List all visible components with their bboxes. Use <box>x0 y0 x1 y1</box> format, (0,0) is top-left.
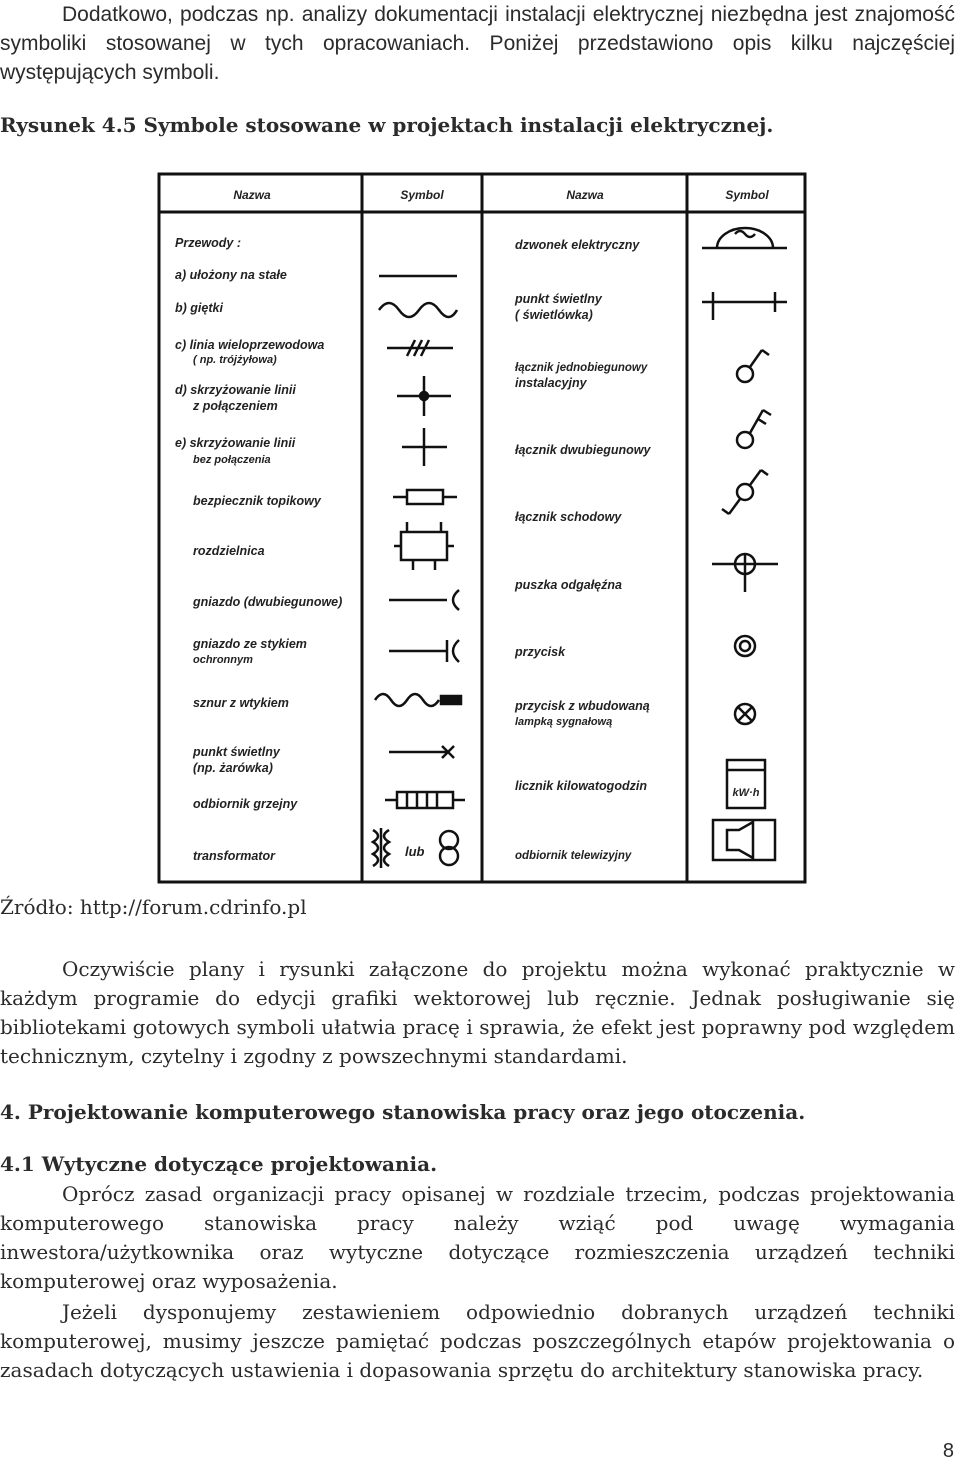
intro-paragraph: Dodatkowo, podczas np. analizy dokumentacji instalacji elektrycznej niezbędna jest znajomość symboliki stosowanej w tych opracowaniach. Poniżej przedstawiono opis kilku najczęściej występujących symboli. <box>0 3 955 84</box>
name-lamp2: (np. żarówka) <box>193 761 273 775</box>
source-line: Źródło: http://forum.cdrinfo.pl <box>0 895 307 919</box>
name-bell: dzwonek elektryczny <box>515 238 640 252</box>
name-fluorescent2: ( świetlówka) <box>515 308 593 322</box>
paragraph-3: Oprócz zasad organizacji pracy opisanej w rozdziale trzecim, podczas projektowania komputerowego stanowiska pracy należy wziąć pod uwagę wymagania inwestora/użytkownika oraz wytyczne dotyczące rozmieszczenia urządzeń techniki komputerowej oraz wyposażenia. <box>0 1182 955 1293</box>
figure-caption-label: Rysunek 4.5 <box>0 113 137 137</box>
symbols-table <box>157 172 807 887</box>
name-a: a) ułożony na stałe <box>175 268 287 282</box>
name-socket-earth: gniazdo ze stykiem <box>193 637 307 651</box>
figure-caption-text: Symbole stosowane w projektach instalacji elektrycznej. <box>136 113 774 137</box>
header-name-1: Nazwa <box>233 188 271 202</box>
header-symbol-2: Symbol <box>725 188 769 202</box>
name-switch1b: instalacyjny <box>515 376 587 390</box>
header-name-2: Nazwa <box>566 188 604 202</box>
name-przewody: Przewody : <box>175 236 241 250</box>
name-fuse: bezpiecznik topikowy <box>193 494 321 508</box>
name-socket-earth2: ochronnym <box>193 654 253 666</box>
paragraph-2: Oczywiście plany i rysunki załączone do projektu można wykonać praktycznie w każdym programie do edycji grafiki wektorowej lub ręcznie. Jednak posługiwanie się bibliotekami gotowych symboli ułatwia pracę i sprawia, że efekt jest poprawny pod względem technicznym, czytelny i zgodny z powszechnymi standardami. <box>0 957 955 1068</box>
header-symbol-1: Symbol <box>400 188 444 202</box>
name-staircase: łącznik schodowy <box>515 510 622 524</box>
name-tv: odbiornik telewizyjny <box>515 850 632 862</box>
name-plug: sznur z wtykiem <box>193 696 289 710</box>
heading-4-1: 4.1 Wytyczne dotyczące projektowania. <box>0 1152 438 1176</box>
name-switch2: łącznik dwubiegunowy <box>515 443 651 457</box>
symbols-figure <box>157 172 807 887</box>
name-d2: z połączeniem <box>193 399 278 413</box>
name-lamp: punkt świetlny <box>193 745 280 759</box>
name-c: c) linia wieloprzewodowa <box>175 338 325 352</box>
kwh-label: kW·h <box>732 787 760 799</box>
name-b: b) giętki <box>175 301 223 315</box>
heading-4: 4. Projektowanie komputerowego stanowiska pracy oraz jego otoczenia. <box>0 1100 806 1124</box>
name-e2: bez połączenia <box>193 454 271 466</box>
paragraph-4: Jeżeli dysponujemy zestawieniem odpowiednio dobranych urządzeń techniki komputerowej, musimy jeszcze pamiętać podczas poszczególnych etapów projektowania o zasadach dotyczących ustawienia i dopasowania sprzętu do architektury stanowiska pracy. <box>0 1300 955 1382</box>
name-c2: ( np. trójżyłowa) <box>193 354 277 366</box>
name-transformer: transformator <box>193 849 275 863</box>
page-number: 8 <box>942 1440 954 1462</box>
name-meter: licznik kilowatogodzin <box>515 779 647 793</box>
name-socket: gniazdo (dwubiegunowe) <box>193 595 343 609</box>
name-fluorescent: punkt świetlny <box>515 292 602 306</box>
name-board: rozdzielnica <box>193 544 265 558</box>
name-switch1: łącznik jednobiegunowy <box>515 362 648 374</box>
lub-label: lub <box>405 844 425 859</box>
name-d: d) skrzyżowanie linii <box>175 383 296 397</box>
name-button-lamp: przycisk z wbudowaną <box>515 699 650 713</box>
name-heater: odbiornik grzejny <box>193 797 298 811</box>
name-button: przycisk <box>515 645 566 659</box>
name-e: e) skrzyżowanie linii <box>175 436 296 450</box>
name-button-lamp2: lampką sygnałową <box>515 716 613 728</box>
figure-caption <box>0 113 773 137</box>
name-junction: puszka odgałęźna <box>515 578 622 592</box>
